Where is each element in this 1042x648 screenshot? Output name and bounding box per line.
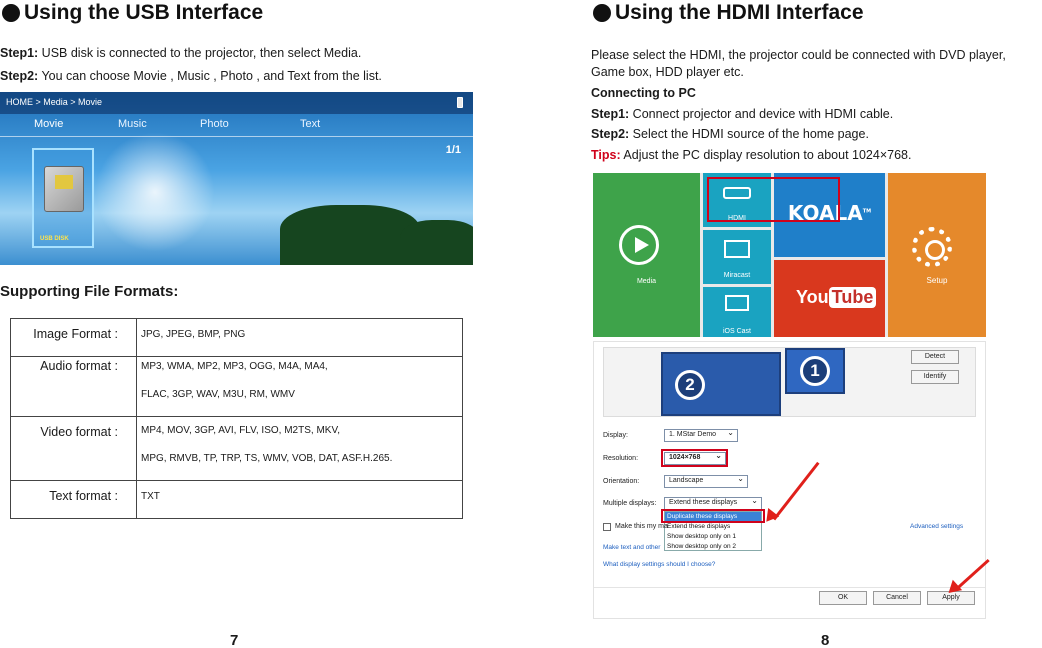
gear-icon [912, 227, 952, 267]
usb-step2 [0, 69, 382, 83]
tile-media-label: Media [636, 278, 657, 285]
youtube-logo [796, 287, 876, 308]
monitor-2-number: 2 [675, 370, 705, 400]
format-values [137, 417, 463, 481]
format-value: MPG, RMVB, TP, TRP, TS, WMV, VOB, DAT, ASF.H.265. [141, 453, 393, 464]
hdmi-heading [593, 1, 864, 25]
what-display-link[interactable]: What display settings should I choose? [603, 561, 716, 568]
detect-button[interactable]: Detect [911, 350, 959, 364]
tile-miracast[interactable] [703, 230, 771, 284]
identify-button[interactable]: Identify [911, 370, 959, 384]
airplay-icon [725, 295, 749, 311]
dropdown-option[interactable]: Duplicate these displays [665, 512, 761, 522]
hdmi-highlight-box [707, 177, 840, 222]
table-row [11, 319, 463, 357]
display-select[interactable]: 1. MStar Demo ⌄ [664, 429, 738, 442]
display-settings-screenshot [593, 341, 986, 619]
tab-divider [0, 136, 473, 137]
table-row [11, 357, 463, 417]
arrow-icon [773, 462, 820, 521]
resolution-highlight-box [661, 449, 728, 467]
format-value: MP4, MOV, 3GP, AVI, FLV, ISO, M2TS, MKV, [141, 425, 340, 436]
format-values [137, 481, 463, 519]
tile-media[interactable] [593, 173, 700, 337]
tab-photo[interactable]: Photo [200, 118, 229, 130]
usb-step2-text: You can choose Movie , Music , Photo , and Text from the list. [38, 69, 382, 83]
hdmi-intro-2: Game box, HDD player etc. [591, 65, 744, 79]
youtube-tube: Tube [829, 287, 877, 308]
resolution-select[interactable]: 1024×768 ⌄ [664, 452, 726, 465]
usb-step1 [0, 46, 361, 60]
hdmi-step2-text: Select the HDMI source of the home page. [629, 127, 869, 141]
hard-disk-icon [44, 166, 84, 212]
hdmi-step1-label: Step1: [591, 107, 630, 121]
usb-step1-label: Step1: [0, 46, 39, 60]
hdmi-step1 [591, 107, 893, 121]
tile-ios-cast[interactable] [703, 287, 771, 337]
tile-youtube[interactable] [774, 260, 885, 337]
tile-ios-cast-label: iOS Cast [722, 328, 751, 335]
connecting-pc: Connecting to PC [591, 86, 696, 100]
monitor-1[interactable] [785, 348, 845, 394]
usb-disk-label: USB DISK [40, 236, 69, 242]
monitor-2[interactable] [661, 352, 781, 416]
format-label: Video format : [11, 417, 137, 481]
tile-setup-label: Setup [926, 276, 948, 285]
page-number-7: 7 [230, 632, 239, 648]
formats-table [10, 318, 463, 519]
orientation-select[interactable]: Landscape ⌄ [664, 475, 748, 488]
format-value: JPG, JPEG, BMP, PNG [141, 329, 246, 340]
usb-breadcrumb: HOME > Media > Movie [6, 97, 103, 107]
cancel-button[interactable]: Cancel [873, 591, 921, 605]
multiple-displays-select[interactable]: Extend these displays ⌄ [664, 497, 762, 510]
arrow-icon [955, 559, 990, 591]
tile-setup[interactable] [888, 173, 986, 337]
advanced-settings-link[interactable]: Advanced settings [910, 523, 964, 530]
page-right [521, 0, 1042, 648]
make-main-checkbox[interactable] [603, 523, 611, 531]
usb-heading-text: Using the USB Interface [24, 1, 264, 24]
usb-media-screenshot [0, 92, 473, 265]
make-main-label: Make this my ma [615, 523, 668, 530]
play-icon [619, 225, 659, 265]
table-row [11, 481, 463, 519]
usb-topbar [0, 92, 473, 114]
usb-step1-text: USB disk is connected to the projector, then select Media. [38, 46, 362, 60]
duplicate-highlight-box [661, 509, 765, 523]
hdmi-step2-label: Step2: [591, 127, 630, 141]
format-label: Image Format : [11, 319, 137, 357]
koala-tm: TM [862, 208, 872, 215]
hdmi-step2 [591, 127, 869, 141]
make-text-link[interactable]: Make text and other [603, 544, 661, 551]
format-label: Audio format : [11, 357, 137, 417]
hdmi-tips [591, 148, 911, 162]
footer-divider [594, 587, 985, 588]
hdmi-step1-text: Connect projector and device with HDMI cable. [629, 107, 894, 121]
resolution-label: Resolution: [603, 455, 639, 462]
usb-step2-label: Step2: [0, 69, 39, 83]
apply-button[interactable]: Apply [927, 591, 975, 605]
hdmi-heading-text: Using the HDMI Interface [615, 1, 864, 24]
format-value: FLAC, 3GP, WAV, M3U, RM, WMV [141, 389, 295, 400]
tips-text: Adjust the PC display resolution to about 1024×768. [620, 148, 912, 162]
sun-glow [95, 132, 215, 252]
palm-trees [400, 220, 473, 265]
monitor-1-number: 1 [800, 356, 830, 386]
tile-miracast-label: Miracast [723, 272, 751, 279]
format-label: Text format : [11, 481, 137, 519]
page-indicator: 1/1 [445, 144, 461, 156]
tile-hdmi-label: HDMI [728, 215, 746, 222]
usb-tabs [0, 118, 473, 134]
orientation-label: Orientation: [603, 478, 640, 485]
tab-music[interactable]: Music [118, 118, 147, 130]
bullet-icon [593, 4, 611, 22]
tips-label: Tips: [591, 148, 621, 162]
bullet-icon [2, 4, 20, 22]
table-row [11, 417, 463, 481]
format-values [137, 319, 463, 357]
ok-button[interactable]: OK [819, 591, 867, 605]
dropdown-option[interactable]: Show desktop only on 2 [667, 543, 737, 550]
display-label: Display: [603, 432, 628, 439]
hdmi-intro-1: Please select the HDMI, the projector could be connected with DVD player, [591, 48, 1006, 62]
usb-disk-item[interactable] [32, 148, 94, 248]
multiple-displays-label: Multiple displays: [603, 500, 657, 507]
monitor-icon [724, 240, 750, 258]
battery-icon [457, 97, 463, 108]
format-value: TXT [141, 491, 160, 502]
formats-heading: Supporting File Formats: [0, 283, 179, 300]
dropdown-option[interactable]: Show desktop only on 1 [667, 533, 737, 540]
tab-movie[interactable]: Movie [34, 118, 64, 130]
format-value: MP3, WMA, MP2, MP3, OGG, M4A, MA4, [141, 361, 328, 372]
page-number-8: 8 [821, 632, 830, 648]
youtube-you: You [796, 287, 829, 307]
dropdown-option[interactable]: Extend these displays [667, 523, 731, 530]
koala-text: KOALA [787, 201, 863, 225]
palm-trees [280, 205, 420, 265]
format-values [137, 357, 463, 417]
usb-heading [2, 1, 263, 25]
tab-text[interactable]: Text [300, 118, 321, 130]
